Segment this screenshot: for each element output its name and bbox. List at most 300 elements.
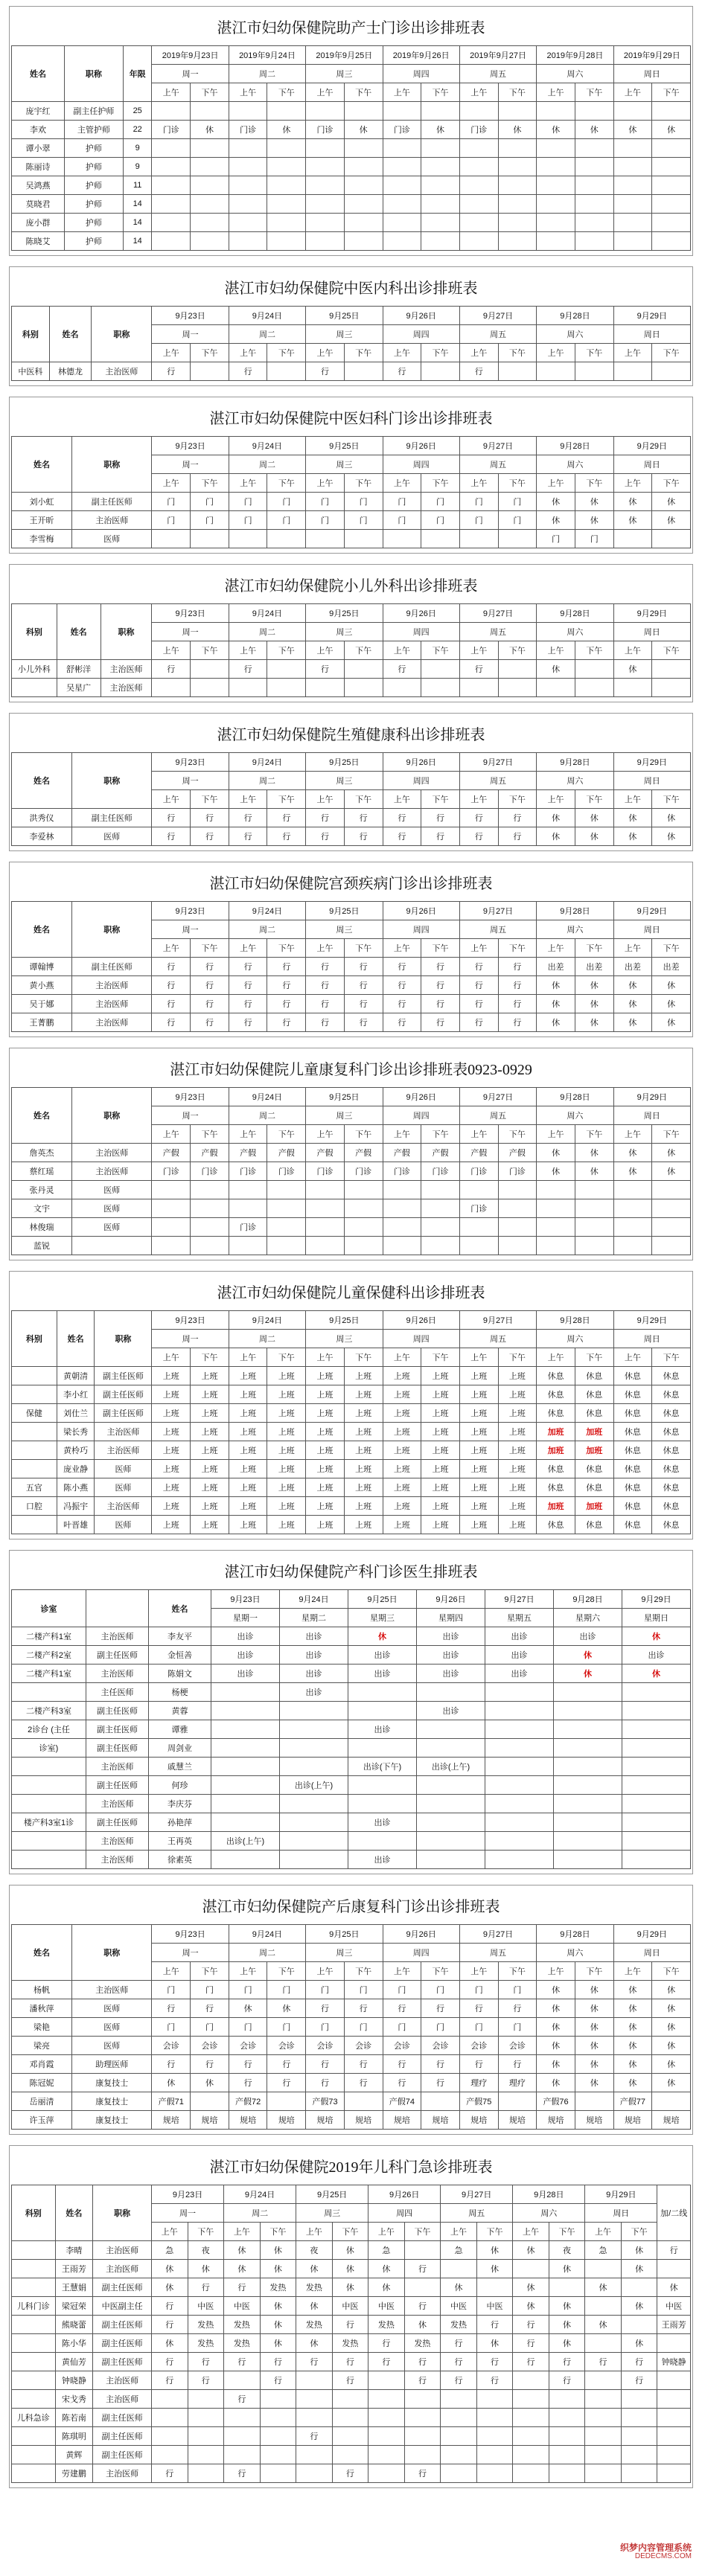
shift-cell: 休息 bbox=[537, 1385, 575, 1404]
shift-cell: 门 bbox=[344, 2018, 383, 2037]
schedule-document bbox=[9, 0, 693, 2505]
shift-cell: 发热 bbox=[296, 2278, 333, 2297]
shift-cell: 行 bbox=[191, 995, 229, 1013]
shift-cell bbox=[498, 1237, 537, 1255]
shift-cell: 上班 bbox=[191, 1497, 229, 1516]
half-day-header: 下午 bbox=[188, 2223, 224, 2241]
shift-cell bbox=[657, 2464, 691, 2483]
shift-cell bbox=[344, 679, 383, 697]
shift-cell: 门 bbox=[191, 2018, 229, 2037]
shift-cell: 门 bbox=[459, 511, 498, 530]
shift-cell: 行 bbox=[344, 995, 383, 1013]
shift-cell bbox=[383, 176, 421, 195]
half-day-header: 下午 bbox=[191, 790, 229, 809]
shift-cell: 门 bbox=[191, 511, 229, 530]
schedule-table bbox=[11, 1310, 691, 1534]
staff-cell: 主治医师 bbox=[86, 1832, 149, 1851]
shift-cell: 会诊 bbox=[191, 2037, 229, 2055]
header-row-dates bbox=[12, 437, 691, 455]
shift-cell: 休 bbox=[152, 2074, 191, 2092]
shift-cell bbox=[476, 2446, 513, 2464]
table-row bbox=[12, 2446, 691, 2464]
date-header: 9月25日 bbox=[306, 753, 383, 772]
shift-cell: 行 bbox=[421, 2074, 460, 2092]
shift-cell bbox=[537, 1181, 575, 1199]
shift-cell bbox=[476, 2464, 513, 2483]
shift-cell: 休 bbox=[621, 2260, 657, 2278]
shift-cell: 上班 bbox=[306, 1441, 345, 1460]
half-day-header: 下午 bbox=[652, 790, 691, 809]
shift-cell: 出差 bbox=[613, 958, 652, 976]
shift-cell: 出诊 bbox=[417, 1627, 485, 1646]
shift-cell: 行 bbox=[404, 2371, 441, 2390]
staff-cell: 11 bbox=[123, 176, 152, 195]
date-header: 9月27日 bbox=[459, 1925, 536, 1944]
shift-cell: 休 bbox=[585, 2278, 622, 2297]
half-day-header: 上午 bbox=[229, 83, 267, 102]
shift-cell bbox=[306, 139, 345, 158]
shift-cell bbox=[383, 139, 421, 158]
shift-cell bbox=[383, 214, 421, 232]
shift-cell bbox=[296, 2446, 333, 2464]
table-row bbox=[12, 2316, 691, 2334]
shift-cell bbox=[621, 2446, 657, 2464]
shift-cell: 休 bbox=[332, 2260, 368, 2278]
shift-cell bbox=[417, 1851, 485, 1869]
shift-cell: 门 bbox=[383, 493, 421, 511]
shift-cell: 行 bbox=[498, 976, 537, 995]
shift-cell: 休 bbox=[652, 976, 691, 995]
half-day-header: 上午 bbox=[537, 83, 575, 102]
staff-cell: 副主任医师 bbox=[93, 2427, 152, 2446]
half-day-header: 下午 bbox=[476, 2223, 513, 2241]
date-header: 9月23日 bbox=[152, 437, 229, 455]
staff-cell: 王慧娟 bbox=[55, 2278, 93, 2297]
shift-cell bbox=[229, 176, 267, 195]
shift-cell: 上班 bbox=[229, 1423, 267, 1441]
shift-cell bbox=[575, 679, 613, 697]
shift-cell: 行 bbox=[306, 958, 345, 976]
half-day-header: 上午 bbox=[613, 83, 652, 102]
shift-cell: 行 bbox=[267, 809, 306, 827]
weekday-header: 周一 bbox=[152, 325, 229, 344]
shift-cell: 上班 bbox=[344, 1441, 383, 1460]
table-row bbox=[12, 139, 691, 158]
staff-cell: 副主任医师 bbox=[86, 1646, 149, 1665]
shift-cell bbox=[152, 176, 191, 195]
shift-cell: 门 bbox=[229, 511, 267, 530]
half-day-header: 下午 bbox=[421, 939, 460, 958]
shift-cell: 上班 bbox=[229, 1367, 267, 1385]
header-row-dates bbox=[12, 1311, 691, 1330]
column-header: 年限 bbox=[123, 46, 152, 102]
shift-cell: 休 bbox=[652, 827, 691, 846]
staff-cell: 蓝锐 bbox=[12, 1237, 72, 1255]
shift-cell bbox=[211, 1683, 280, 1702]
shift-cell: 行 bbox=[459, 827, 498, 846]
shift-cell: 出诊 bbox=[348, 1813, 417, 1832]
shift-cell: 发热 bbox=[224, 2334, 261, 2353]
table-row bbox=[12, 2092, 691, 2111]
table-row bbox=[12, 1404, 691, 1423]
half-day-header: 上午 bbox=[306, 939, 345, 958]
date-header: 9月26日 bbox=[383, 437, 459, 455]
half-day-header: 上午 bbox=[152, 83, 191, 102]
shift-cell: 休 bbox=[575, 493, 613, 511]
shift-cell: 行 bbox=[224, 2390, 261, 2409]
shift-cell bbox=[498, 1181, 537, 1199]
shift-cell: 行 bbox=[459, 976, 498, 995]
shift-cell bbox=[383, 1181, 421, 1199]
date-header: 9月26日 bbox=[383, 753, 459, 772]
staff-cell: 主治医师 bbox=[93, 2241, 152, 2260]
shift-cell: 发热 bbox=[332, 2334, 368, 2353]
weekday-header: 周六 bbox=[537, 920, 613, 939]
shift-cell: 出诊 bbox=[417, 1702, 485, 1720]
shift-cell: 行 bbox=[383, 958, 421, 976]
table-row bbox=[12, 1627, 691, 1646]
shift-cell bbox=[417, 1813, 485, 1832]
shift-cell: 门 bbox=[229, 493, 267, 511]
shift-cell bbox=[348, 1795, 417, 1813]
staff-cell: 副主任护师 bbox=[64, 102, 123, 121]
table-row bbox=[12, 2390, 691, 2409]
shift-cell bbox=[306, 195, 345, 214]
staff-cell: 梁亮 bbox=[12, 2037, 72, 2055]
shift-cell: 门诊 bbox=[383, 121, 421, 139]
shift-cell: 门诊 bbox=[498, 1162, 537, 1181]
staff-cell bbox=[12, 1441, 57, 1460]
weekday-header: 周三 bbox=[296, 2204, 368, 2223]
shift-cell bbox=[513, 2390, 549, 2409]
half-day-header: 下午 bbox=[421, 641, 460, 660]
shift-cell: 上班 bbox=[152, 1404, 191, 1423]
staff-cell: 副主任医师 bbox=[86, 1813, 149, 1832]
section-title: 湛江市妇幼保健院宫颈疾病门诊出诊排班表 bbox=[209, 876, 493, 892]
table-row bbox=[12, 1720, 691, 1739]
shift-cell: 出诊 bbox=[211, 1646, 280, 1665]
column-header: 姓名 bbox=[149, 1590, 211, 1627]
shift-cell: 上班 bbox=[421, 1423, 460, 1441]
shift-cell: 规培 bbox=[652, 2111, 691, 2130]
shift-cell: 行 bbox=[498, 958, 537, 976]
schedule-section bbox=[9, 397, 693, 554]
date-header: 9月28日 bbox=[537, 902, 613, 920]
header-row-dates bbox=[12, 1590, 691, 1609]
date-header: 9月23日 bbox=[152, 307, 229, 325]
column-header: 职称 bbox=[95, 1311, 152, 1367]
shift-cell: 急 bbox=[441, 2241, 477, 2260]
staff-cell bbox=[12, 2334, 56, 2353]
shift-cell: 上班 bbox=[344, 1460, 383, 1478]
shift-cell: 行 bbox=[296, 2353, 333, 2371]
shift-cell bbox=[152, 2409, 188, 2427]
shift-cell bbox=[306, 158, 345, 176]
shift-cell bbox=[152, 2427, 188, 2446]
shift-cell bbox=[421, 1237, 460, 1255]
staff-cell: 王菁鹏 bbox=[12, 1013, 72, 1032]
shift-cell: 行 bbox=[513, 2316, 549, 2334]
shift-cell: 休 bbox=[260, 2297, 296, 2316]
weekday-header: 周五 bbox=[459, 455, 536, 474]
shift-cell bbox=[585, 2409, 622, 2427]
date-header: 9月28日 bbox=[537, 753, 613, 772]
shift-cell: 行 bbox=[344, 809, 383, 827]
half-day-header: 上午 bbox=[383, 1962, 421, 1981]
half-day-header: 上午 bbox=[229, 641, 267, 660]
shift-cell bbox=[476, 2409, 513, 2427]
shift-cell: 行 bbox=[152, 958, 191, 976]
shift-cell: 休 bbox=[575, 2055, 613, 2074]
section-title: 湛江市妇幼保健院中医妇科门诊出诊排班表 bbox=[209, 411, 493, 427]
watermark bbox=[620, 2543, 692, 2561]
shift-cell: 上班 bbox=[152, 1497, 191, 1516]
column-header: 姓名 bbox=[12, 753, 72, 809]
shift-cell: 会诊 bbox=[421, 2037, 460, 2055]
date-header: 9月28日 bbox=[537, 307, 613, 325]
shift-cell: 行 bbox=[549, 2371, 585, 2390]
half-day-header: 上午 bbox=[613, 790, 652, 809]
staff-cell: 蔡红瑶 bbox=[12, 1162, 72, 1181]
shift-cell bbox=[613, 232, 652, 251]
date-header: 9月29日 bbox=[613, 1311, 690, 1330]
staff-cell: 诊室) bbox=[12, 1739, 86, 1758]
staff-cell: 医师 bbox=[72, 530, 152, 548]
shift-cell bbox=[622, 1702, 691, 1720]
shift-cell bbox=[421, 176, 460, 195]
half-day-header: 上午 bbox=[459, 344, 498, 362]
half-day-header: 上午 bbox=[537, 344, 575, 362]
shift-cell bbox=[575, 195, 613, 214]
shift-cell: 行 bbox=[191, 1013, 229, 1032]
shift-cell: 行 bbox=[404, 2353, 441, 2371]
shift-cell bbox=[152, 530, 191, 548]
shift-cell: 门 bbox=[191, 493, 229, 511]
shift-cell: 休 bbox=[296, 2297, 333, 2316]
shift-cell: 行 bbox=[188, 2353, 224, 2371]
shift-cell bbox=[280, 1702, 348, 1720]
shift-cell: 上班 bbox=[267, 1385, 306, 1404]
shift-cell: 行 bbox=[513, 2353, 549, 2371]
shift-cell: 上班 bbox=[306, 1367, 345, 1385]
shift-cell: 产假 bbox=[383, 1144, 421, 1162]
shift-cell bbox=[485, 1851, 554, 1869]
date-header: 9月25日 bbox=[348, 1590, 417, 1609]
staff-cell: 钟晓静 bbox=[55, 2371, 93, 2390]
staff-cell: 吴于娜 bbox=[12, 995, 72, 1013]
date-header: 9月24日 bbox=[229, 604, 305, 623]
shift-cell bbox=[585, 2464, 622, 2483]
shift-cell bbox=[459, 530, 498, 548]
shift-cell bbox=[152, 1237, 191, 1255]
shift-cell bbox=[421, 195, 460, 214]
shift-cell bbox=[417, 1795, 485, 1813]
column-header: 姓名 bbox=[57, 1311, 95, 1367]
shift-cell: 门诊 bbox=[191, 1162, 229, 1181]
shift-cell: 休 bbox=[537, 2018, 575, 2037]
half-day-header: 上午 bbox=[537, 790, 575, 809]
half-day-header: 下午 bbox=[344, 1125, 383, 1144]
date-header: 9月28日 bbox=[537, 1088, 613, 1106]
shift-cell: 行 bbox=[152, 2055, 191, 2074]
date-header: 9月26日 bbox=[383, 1088, 459, 1106]
shift-cell: 行 bbox=[267, 1013, 306, 1032]
shift-cell bbox=[280, 1795, 348, 1813]
shift-cell bbox=[229, 158, 267, 176]
table-row bbox=[12, 511, 691, 530]
staff-cell bbox=[12, 679, 57, 697]
half-day-header: 下午 bbox=[575, 344, 613, 362]
shift-cell: 上班 bbox=[498, 1367, 537, 1385]
date-header: 9月29日 bbox=[622, 1590, 691, 1609]
date-header: 9月28日 bbox=[537, 604, 613, 623]
shift-cell: 出诊 bbox=[417, 1646, 485, 1665]
table-row bbox=[12, 679, 691, 697]
shift-cell: 上班 bbox=[152, 1516, 191, 1534]
date-header: 9月25日 bbox=[306, 1925, 383, 1944]
shift-cell: 门诊 bbox=[267, 1162, 306, 1181]
date-header: 9月24日 bbox=[280, 1590, 348, 1609]
date-header: 9月25日 bbox=[306, 307, 383, 325]
shift-cell: 上班 bbox=[306, 1497, 345, 1516]
shift-cell bbox=[306, 1181, 345, 1199]
date-header: 9月24日 bbox=[229, 902, 305, 920]
column-header: 职称 bbox=[92, 307, 152, 362]
shift-cell: 休 bbox=[613, 809, 652, 827]
half-day-header: 下午 bbox=[621, 2223, 657, 2241]
column-header: 职称 bbox=[72, 1088, 152, 1144]
shift-cell bbox=[622, 1720, 691, 1739]
shift-cell bbox=[549, 2278, 585, 2297]
shift-cell: 行 bbox=[224, 2278, 261, 2297]
date-header: 9月29日 bbox=[613, 902, 690, 920]
shift-cell: 行 bbox=[344, 827, 383, 846]
shift-cell: 休 bbox=[613, 2018, 652, 2037]
weekday-header: 周日 bbox=[613, 1106, 690, 1125]
shift-cell bbox=[575, 158, 613, 176]
half-day-header: 下午 bbox=[260, 2223, 296, 2241]
shift-cell: 会诊 bbox=[459, 2037, 498, 2055]
shift-cell: 休息 bbox=[537, 1404, 575, 1423]
shift-cell bbox=[485, 1776, 554, 1795]
shift-cell: 上班 bbox=[344, 1385, 383, 1404]
shift-cell: 休 bbox=[537, 995, 575, 1013]
staff-cell bbox=[12, 1385, 57, 1404]
staff-cell: 王开昕 bbox=[12, 511, 72, 530]
shift-cell bbox=[211, 1702, 280, 1720]
shift-cell: 出诊 bbox=[348, 1720, 417, 1739]
date-header: 9月27日 bbox=[485, 1590, 554, 1609]
half-day-header: 下午 bbox=[191, 83, 229, 102]
shift-cell: 上班 bbox=[383, 1478, 421, 1497]
shift-cell bbox=[191, 1218, 229, 1237]
staff-cell: 莫晓君 bbox=[12, 195, 65, 214]
table-row bbox=[12, 1385, 691, 1404]
shift-cell: 会诊 bbox=[229, 2037, 267, 2055]
staff-cell: 康复技士 bbox=[72, 2111, 152, 2130]
date-header: 9月24日 bbox=[229, 1925, 305, 1944]
date-header: 9月24日 bbox=[224, 2185, 296, 2204]
shift-cell: 休 bbox=[332, 2241, 368, 2260]
staff-cell: 医师 bbox=[95, 1460, 152, 1478]
weekday-header: 周六 bbox=[537, 65, 613, 83]
shift-cell bbox=[267, 176, 306, 195]
shift-cell: 上班 bbox=[229, 1404, 267, 1423]
shift-cell: 规培 bbox=[267, 2111, 306, 2130]
half-day-header: 上午 bbox=[152, 1125, 191, 1144]
shift-cell bbox=[421, 1181, 460, 1199]
shift-cell: 休 bbox=[513, 2278, 549, 2297]
shift-cell: 行 bbox=[459, 660, 498, 679]
weekday-header: 周五 bbox=[459, 772, 536, 790]
staff-cell: 医师 bbox=[72, 827, 152, 846]
staff-cell: 李友平 bbox=[149, 1627, 211, 1646]
shift-cell: 行 bbox=[152, 2464, 188, 2483]
shift-cell: 门 bbox=[498, 493, 537, 511]
shift-cell bbox=[152, 1199, 191, 1218]
shift-cell: 行 bbox=[306, 995, 345, 1013]
shift-cell bbox=[188, 2409, 224, 2427]
table-row bbox=[12, 1851, 691, 1869]
shift-cell bbox=[621, 2316, 657, 2334]
table-row bbox=[12, 2427, 691, 2446]
staff-cell: 徐素英 bbox=[149, 1851, 211, 1869]
shift-cell: 休息 bbox=[613, 1367, 652, 1385]
staff-cell: 副主任医师 bbox=[86, 1739, 149, 1758]
shift-cell: 行 bbox=[306, 1013, 345, 1032]
staff-cell: 庞业静 bbox=[57, 1460, 95, 1478]
shift-cell bbox=[267, 1181, 306, 1199]
shift-cell bbox=[485, 1739, 554, 1758]
shift-cell bbox=[575, 176, 613, 195]
shift-cell: 休 bbox=[537, 1162, 575, 1181]
shift-cell: 行 bbox=[229, 2074, 267, 2092]
weekday-header: 周六 bbox=[513, 2204, 585, 2223]
half-day-header: 上午 bbox=[459, 790, 498, 809]
shift-cell: 会诊 bbox=[152, 2037, 191, 2055]
shift-cell bbox=[485, 1683, 554, 1702]
shift-cell: 产假 bbox=[421, 1144, 460, 1162]
shift-cell bbox=[621, 2427, 657, 2446]
shift-cell bbox=[306, 530, 345, 548]
shift-cell: 行 bbox=[459, 362, 498, 381]
shift-cell: 休 bbox=[267, 1999, 306, 2018]
half-day-header: 上午 bbox=[441, 2223, 477, 2241]
half-day-header: 下午 bbox=[498, 344, 537, 362]
shift-cell: 加班 bbox=[575, 1497, 613, 1516]
shift-cell: 休 bbox=[613, 121, 652, 139]
staff-cell bbox=[12, 1851, 86, 1869]
shift-cell bbox=[267, 195, 306, 214]
shift-cell: 行 bbox=[421, 1999, 460, 2018]
shift-cell: 上班 bbox=[191, 1516, 229, 1534]
column-header: 姓名 bbox=[12, 437, 72, 493]
shift-cell bbox=[191, 158, 229, 176]
shift-cell: 休 bbox=[613, 511, 652, 530]
shift-cell: 规培 bbox=[152, 2111, 191, 2130]
half-day-header: 上午 bbox=[229, 474, 267, 493]
shift-cell: 休 bbox=[191, 2074, 229, 2092]
shift-cell bbox=[585, 2390, 622, 2409]
shift-cell: 上班 bbox=[306, 1423, 345, 1441]
date-header: 9月23日 bbox=[152, 1088, 229, 1106]
header-row-dates bbox=[12, 753, 691, 772]
shift-cell bbox=[652, 1181, 691, 1199]
weekday-header: 周四 bbox=[383, 455, 459, 474]
weekday-header: 周日 bbox=[613, 1944, 690, 1962]
shift-cell bbox=[554, 1758, 622, 1776]
shift-cell bbox=[344, 362, 383, 381]
